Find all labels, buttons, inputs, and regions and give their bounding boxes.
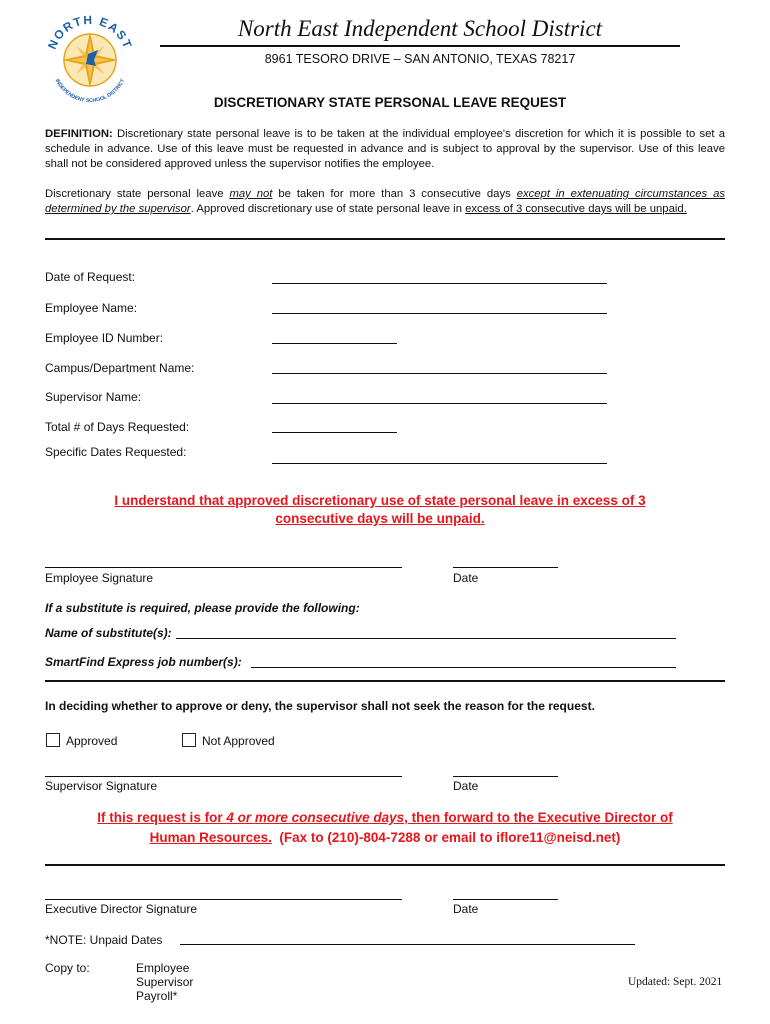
- copy-recipient-employee: Employee: [136, 961, 190, 975]
- limit-text-1: Discretionary state personal leave: [45, 188, 230, 200]
- approved-checkbox[interactable]: [46, 733, 60, 747]
- unpaid-warning-line2: consecutive days will be unpaid.: [275, 511, 485, 526]
- forward-consecutive-days: 4 or more consecutive days: [226, 810, 405, 825]
- supervisor-signature-field[interactable]: [45, 776, 402, 777]
- copy-recipient-payroll: Payroll*: [136, 989, 178, 1003]
- supervisor-note: In deciding whether to approve or deny, the supervisor shall not seek the reason for the request.: [45, 699, 595, 713]
- definition-label: DEFINITION:: [45, 128, 113, 140]
- supervisor-date-label: Date: [453, 779, 479, 793]
- forward-text-1: If this request is for: [97, 810, 227, 825]
- limit-may-not: may not: [229, 188, 273, 200]
- forward-hr: Human Resources.: [149, 830, 272, 845]
- limit-paragraph: [45, 187, 725, 217]
- district-name: North East Independent School District: [237, 16, 603, 41]
- employee-signature-field[interactable]: [45, 567, 402, 568]
- smartfind-field[interactable]: [251, 667, 676, 668]
- total-days-label: Total # of Days Requested:: [45, 420, 190, 434]
- copy-recipients: [136, 961, 193, 1003]
- forward-notice: [40, 808, 730, 848]
- supervisor-signature-label: Supervisor Signature: [45, 779, 158, 793]
- forward-text-3: , then forward to the Executive Director of: [404, 810, 673, 825]
- date-of-request-field[interactable]: [272, 283, 607, 284]
- limit-unpaid: excess of 3 consecutive days will be unpaid.: [465, 203, 687, 215]
- copy-to-label: Copy to:: [45, 961, 90, 975]
- employee-name-label: Employee Name:: [45, 301, 138, 315]
- limit-text-3: be taken for more than 3 consecutive days: [272, 188, 517, 200]
- not-approved-checkbox[interactable]: [182, 733, 196, 747]
- campus-department-field[interactable]: [272, 373, 607, 374]
- employee-id-label: Employee ID Number:: [45, 331, 164, 345]
- header-divider: [160, 45, 680, 47]
- executive-signature-label: Executive Director Signature: [45, 902, 198, 916]
- employee-date-label: Date: [453, 571, 479, 585]
- substitute-name-label: Name of substitute(s):: [45, 626, 172, 640]
- supervisor-name-field[interactable]: [272, 403, 607, 404]
- svg-text:NORTH EAST: NORTH EAST: [44, 12, 136, 52]
- copy-recipient-supervisor: Supervisor: [136, 975, 194, 989]
- updated-date: Updated: Sept. 2021: [628, 976, 723, 988]
- executive-signature-field[interactable]: [45, 899, 402, 900]
- supervisor-date-field[interactable]: [453, 776, 558, 777]
- supervisor-name-label: Supervisor Name:: [45, 390, 142, 404]
- date-of-request-label: Date of Request:: [45, 270, 136, 284]
- svg-text:INDEPENDENT SCHOOL DISTRICT: INDEPENDENT SCHOOL DISTRICT: [53, 78, 127, 105]
- total-days-field[interactable]: [272, 432, 397, 433]
- unpaid-dates-label: *NOTE: Unpaid Dates: [45, 933, 163, 947]
- executive-date-label: Date: [453, 902, 479, 916]
- campus-department-label: Campus/Department Name:: [45, 361, 195, 375]
- not-approved-label: Not Approved: [202, 734, 275, 748]
- form-title: DISCRETIONARY STATE PERSONAL LEAVE REQUEST: [213, 95, 567, 110]
- approved-label: Approved: [66, 734, 118, 748]
- employee-id-field[interactable]: [272, 343, 397, 344]
- forward-notice-line2: [40, 828, 730, 848]
- employee-name-field[interactable]: [272, 313, 607, 314]
- specific-dates-field[interactable]: [272, 463, 607, 464]
- unpaid-warning-line1: I understand that approved discretionary use of state personal leave in excess of 3: [114, 493, 646, 508]
- definition-paragraph: [45, 127, 725, 172]
- unpaid-warning: [60, 492, 700, 528]
- section-divider: [45, 238, 725, 240]
- definition-text: Discretionary state personal leave is to be taken at the individual employee's discretion for which it is possible to set a schedule in advance. Use of this leave must be requested in advance and is subject to approval by the supervisor. Use of this leave shall not be considered approved unless the supervisor notifies the employee.: [45, 128, 725, 170]
- forward-notice-line1: [40, 808, 730, 828]
- district-address: 8961 TESORO DRIVE – SAN ANTONIO, TEXAS 78217: [264, 52, 576, 66]
- employee-signature-label: Employee Signature: [45, 571, 154, 585]
- executive-date-field[interactable]: [453, 899, 558, 900]
- substitute-intro: If a substitute is required, please provide the following:: [45, 601, 360, 615]
- smartfind-label: SmartFind Express job number(s):: [45, 655, 242, 669]
- executive-divider: [45, 864, 725, 866]
- limit-text-5: . Approved discretionary use of state personal leave in: [190, 203, 466, 215]
- employee-date-field[interactable]: [453, 567, 558, 568]
- forward-contact: (Fax to (210)-804-7288 or email to iflore11@neisd.net): [271, 830, 621, 845]
- supervisor-divider: [45, 680, 725, 682]
- specific-dates-label: Specific Dates Requested:: [45, 445, 187, 459]
- limit-exception: except in extenuating circumstances as determined by the supervisor: [45, 188, 726, 215]
- substitute-name-field[interactable]: [176, 638, 676, 639]
- unpaid-dates-field[interactable]: [180, 944, 635, 945]
